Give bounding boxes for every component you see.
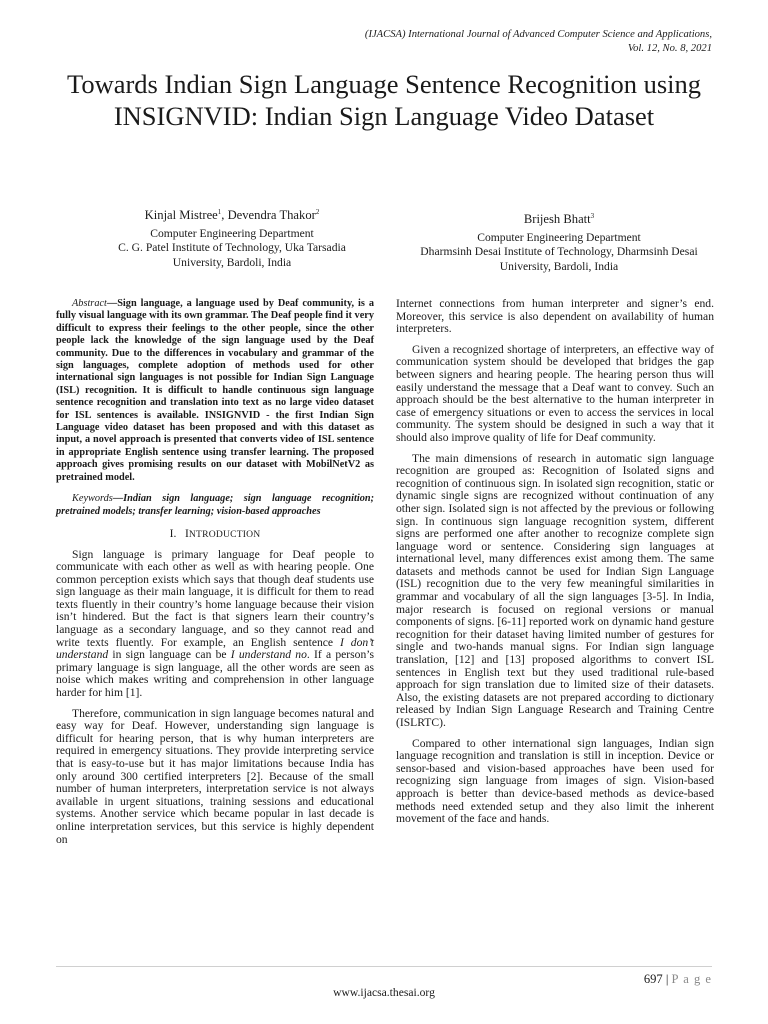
journal-name: (IJACSA) International Journal of Advanced Computer Science and Applications, [364,29,712,40]
author-institution: C. G. Patel Institute of Technology, Uka Tarsadia [118,241,346,255]
author-names: Brijesh Bhatt$^3$ [523,212,595,227]
author-location: University, Bardoli, India [172,255,292,269]
author-institution: Dharmsinh Desai Institute of Technology, Dharmsinh Desai [420,245,698,259]
author-department: Computer Engineering Department [150,226,314,240]
journal-header [365,28,712,56]
author-location: University, Bardoli, India [499,259,619,273]
paragraph: Sign language is primary language for Deaf people to communicate with each other as well as with hearing people. One common perception exists which says that though deaf students use sign language as their main language, it is difficult for them to read texts fluently in their country’s home language because their vision isn’t hindered. But the fact is that signers learn their country’s language as a secondary language, and so they cannot read and write texts fluently. For example, an English sentence I don’t understand in sign language can be I understand no. If a person’s primary language is sign language, all the other words are seen as noise which makes writing and comprehension in other language harder for him [1]. [56,547,374,700]
abstract-text: —Sign language, a language used by Deaf community, is a fully visual language with its own grammar. The Deaf people find it very difficult to express their feelings to the other people, since the other people lack the knowledge of the sign language used by the Deaf community. Due to the differences in vocabulary and grammar of the sign languages, complete adoption of methods used for other international sign languages is not possible for Indian Sign Language (ISL) recognition. It is difficult to handle continuous sign language sentence recognition and translation into text as no large video dataset for ISL sentences is available. INSIGNVID - the first Indian Sign Language video dataset has been proposed and with this dataset as input, a novel approach is presented that converts video of ISL sentence in appropriate English sentence using transfer learning. The proposed approach gives promising results on our dataset with MobilNetV2 as pretrained model. [56,298,374,483]
paragraph: Compared to other international sign languages, Indian sign language recognition and translation is still in inception. Device or sensor-based and vision-based approaches have been used for recognizing sign language from images of sign. Vision-based approach is better than device-based methods as device-based methods need extended setup and they also limit the inherent movement of the face and hands. [396,736,714,826]
paper-title: Towards Indian Sign Language Sentence Recognition using INSIGNVID: Indian Sign Language Video Dataset [66,69,701,131]
section-heading: I. INTRODUCTION [169,526,261,540]
paragraph: Therefore, communication in sign language becomes natural and easy way for Deaf. However, understanding sign language is difficult for hearing person, that is why human interpreters are required in emergency situations. They provide interpreting service that is easy-to-use but it has major limitations because India has only around 300 certified interpreters [2]. Because of the small number of human interpreters, interpretation service is not always available in urgent situations, training sessions and educational systems. Another service which became popular in last decade is online interpretation services, but this service is highly dependent on [56,706,374,846]
keywords-label: Keywords [72,493,113,505]
author-names: Kinjal Mistree$^1$, Devendra Thakor$^2$ [144,208,320,223]
abstract-label: Abstract [72,298,107,309]
paragraph: The main dimensions of research in automatic sign language recognition are grouped as: Recognition of Isolated signs and recognition of continuous sign. In isolated sign recognition, static or dynamic single signs are recognized without continuation of any other sign. Isolated sign is not affected by the previous or following sign. In continuous sign language recognition system, different signs are performed one after another to recognize complete sign language word or sentence. Considering sign languages at international level, many differences exist among them. The same datasets and methods cannot be used for Indian Sign Language (ISL) recognition due to the very few meaningful similarities in grammar and vocabulary of all the sign languages [3-5]. In India, major research is focused on regional versions or manual components of signs. [6-11] reported work on dynamic hand gesture recognition for their dataset having limited number of gestures for single and two-hands manual signs. For Indian sign language translation, [12] and [13] proposed algorithms to convert ISL sentences in English text but they used traditional rule-based approach for sign translation due to limited size of their datasets. Also, the existing datasets are not prepared according to dictionary released by Indian Sign Language Research and Training Centre (ISLRTC). [396,451,714,729]
right-column [396,298,714,834]
footer-divider [56,966,712,967]
author-block-1 [60,205,404,270]
paragraph: Internet connections from human interpreter and signer’s end. Moreover, this service is also dependent on availability of human interpreters. [396,297,714,336]
paragraph: Given a recognized shortage of interpreters, an effective way of communication system should be developed that bridges the gap between signers and hearing people. The hearing person thus will easily understand the message that a Deaf want to convey. Such an approach should be the best alternative to the human interpreter in case of emergency situations or even to access the services in local community. The system should be designed in such a way that it should also improve quality of life for Deaf community. [396,342,714,444]
footer-url[interactable]: www.ijacsa.thesai.org [333,986,435,999]
left-column [56,298,374,854]
abstract [56,298,374,484]
keywords-text: —Indian sign language; sign language recognition; pretrained models; transfer learning; vision-based approaches [56,493,374,517]
journal-volume: Vol. 12, No. 8, 2021 [627,43,712,54]
author-department: Computer Engineering Department [477,230,641,244]
keywords [56,493,374,518]
author-block-2 [392,209,726,274]
page-number: 697 | P a g e [643,972,712,986]
